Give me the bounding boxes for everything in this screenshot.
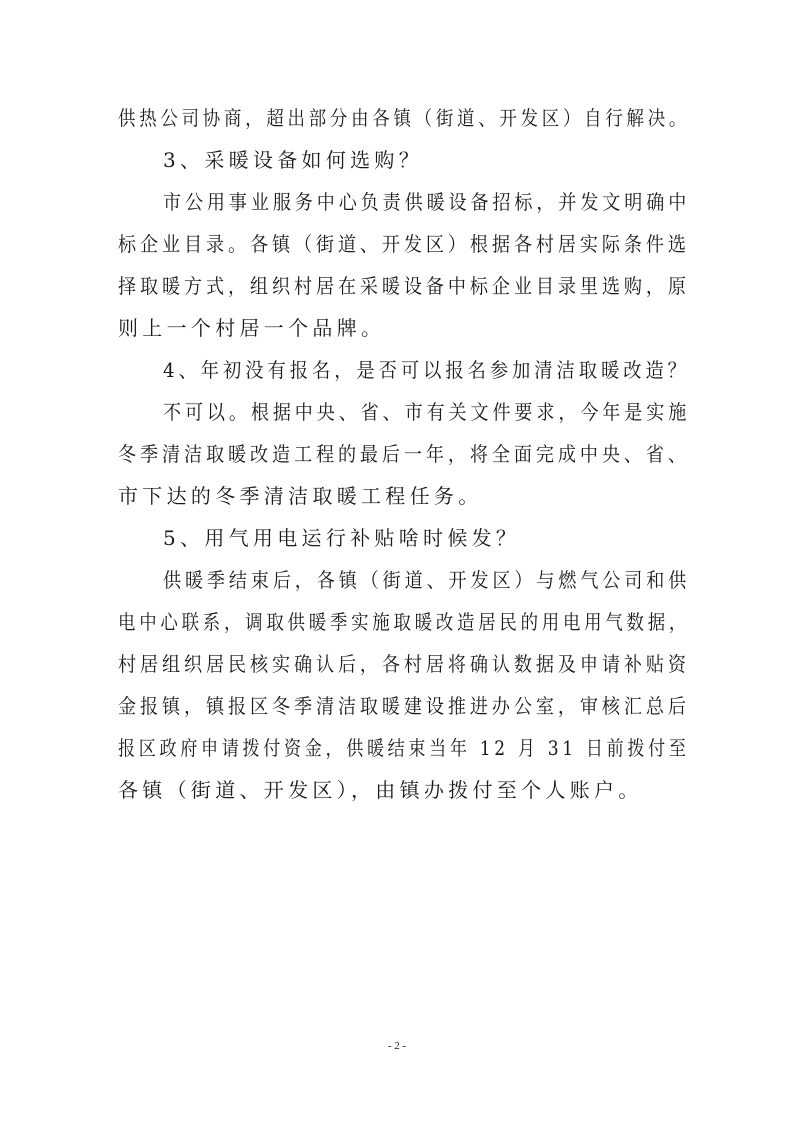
text-line: 冬季清洁取暖改造工程的最后一年，将全面完成中央、省、: [118, 442, 690, 466]
text-line: 供热公司协商，超出部分由各镇（街道、开发区）自行解决。: [118, 106, 691, 130]
question-heading: 3、采暖设备如何选购？: [163, 148, 424, 172]
text-line: 村居组织居民核实确认后，各村居将确认数据及申请补贴资: [118, 652, 690, 676]
text-line: 标企业目录。各镇（街道、开发区）根据各村居实际条件选: [118, 232, 690, 256]
text-line: 择取暖方式，组织村居在采暖设备中标企业目录里选购，原: [118, 274, 690, 298]
text-line: 市下达的冬季清洁取暖工程任务。: [118, 484, 483, 508]
text-line: 不可以。根据中央、省、市有关文件要求，今年是实施: [163, 400, 691, 424]
text-line: 电中心联系，调取供暖季实施取暖改造居民的用电用气数据，: [118, 610, 691, 634]
text-line: 市公用事业服务中心负责供暖设备招标，并发文明确中: [163, 190, 691, 214]
text-line: 各镇（街道、开发区），由镇办拨付至个人账户。: [118, 778, 643, 802]
text-line: 则上一个村居一个品牌。: [118, 316, 386, 340]
text-line: 报区政府申请拨付资金，供暖结束当年 12 月 31 日前拨付至: [118, 736, 690, 760]
question-heading: 4、年初没有报名，是否可以报名参加清洁取暖改造？: [163, 358, 690, 382]
question-heading: 5、用气用电运行补贴啥时候发？: [163, 526, 521, 550]
page-number: - 2 -: [387, 1040, 407, 1052]
text-line: 金报镇，镇报区冬季清洁取暖建设推进办公室，审核汇总后: [118, 694, 690, 718]
text-line: 供暖季结束后，各镇（街道、开发区）与燃气公司和供: [163, 568, 691, 592]
